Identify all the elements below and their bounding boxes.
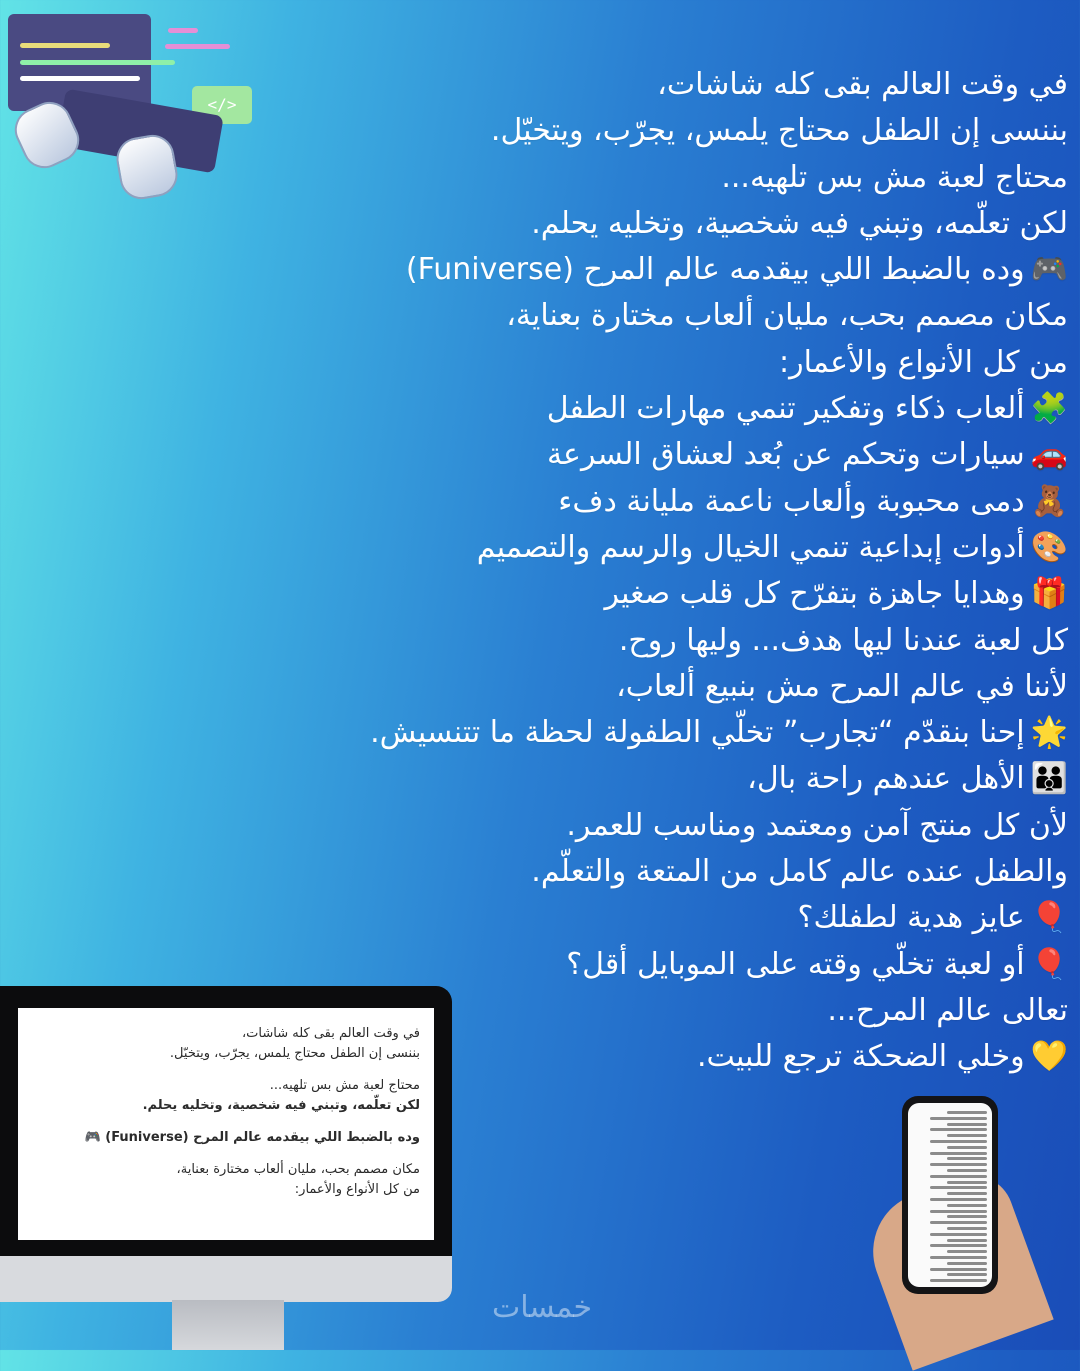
text-line-label: بننسى إن الطفل محتاج يلمس، يجرّب، ويتخيّل. [490, 113, 1068, 149]
main-text-block [308, 62, 1068, 1081]
code-line-green [20, 60, 175, 65]
phone-text-line [947, 1169, 987, 1172]
text-line-label: وهدايا جاهزة بتفرّح كل قلب صغير [604, 576, 1025, 612]
phone-text-line [930, 1210, 987, 1213]
emoji-icon: 🎨 [1030, 529, 1068, 565]
phone-text-line [947, 1146, 987, 1149]
monitor-text-line: محتاج لعبة مش بس تلهيه... [269, 1078, 420, 1093]
monitor-text-line: وده بالضبط اللي بيقدمه عالم المرح (Funiverse) 🎮 [84, 1130, 420, 1145]
emoji-icon: 🌟 [1030, 715, 1068, 751]
phone-text-line [930, 1279, 987, 1282]
code-line-yellow [20, 43, 110, 48]
monitor-text-line: في وقت العالم بقى كله شاشات، [241, 1026, 420, 1041]
monitor-text-line: من كل الأنواع والأعمار: [294, 1182, 420, 1197]
text-line-label: أدوات إبداعية تنمي الخيال والرسم والتصميم [476, 529, 1025, 565]
phone-text-line [930, 1244, 987, 1247]
code-line-pink [168, 28, 198, 33]
phone-text-line [930, 1268, 987, 1271]
phone-text-line [930, 1256, 987, 1259]
phone-text-line [947, 1227, 987, 1230]
phone-text-line [947, 1157, 987, 1160]
monitor-stand [172, 1300, 284, 1350]
text-line-label: أو لعبة تخلّي وقته على الموبايل أقل؟ [566, 946, 1025, 982]
text-line-label: عايز هدية لطفلك؟ [797, 900, 1025, 936]
text-line-label: تعالى عالم المرح... [827, 992, 1068, 1028]
text-line-6 [308, 293, 1068, 339]
code-tag-icon: </> [192, 86, 252, 124]
phone-text-line [947, 1250, 987, 1253]
text-line-label: محتاج لعبة مش بس تلهيه... [721, 159, 1068, 195]
emoji-icon: 🧩 [1030, 391, 1068, 427]
phone-text-line [947, 1273, 987, 1276]
monitor-text-line: بننسى إن الطفل محتاج يلمس، يجرّب، ويتخيّل. [169, 1046, 420, 1061]
phone-text-line [930, 1198, 987, 1201]
phone-text-line [930, 1140, 987, 1143]
text-line-1 [308, 62, 1068, 108]
phone-text-line [930, 1233, 987, 1236]
text-line-15 [308, 710, 1068, 756]
text-line-label: الأهل عندهم راحة بال، [747, 761, 1025, 797]
emoji-icon: 💛 [1030, 1039, 1068, 1075]
phone-text-line [947, 1111, 987, 1114]
emoji-icon: 🎁 [1030, 576, 1068, 612]
emoji-icon: 🎈 [1030, 946, 1068, 982]
phone-screen [908, 1103, 992, 1287]
text-line-3 [308, 155, 1068, 201]
code-line-pink-2 [165, 44, 230, 49]
phone-text-line [947, 1181, 987, 1184]
text-line-label: لكن تعلّمه، وتبني فيه شخصية، وتخليه يحلم. [531, 205, 1068, 241]
text-line-20 [308, 942, 1068, 988]
text-line-19 [308, 895, 1068, 941]
text-line-label: إحنا بنقدّم “تجارب” تخلّي الطفولة لحظة ما تتنسيش. [370, 715, 1025, 751]
text-line-10 [308, 479, 1068, 525]
monitor-screen [18, 1008, 434, 1240]
text-line-label: سيارات وتحكم عن بُعد لعشاق السرعة [546, 437, 1025, 473]
phone-text-line [930, 1128, 987, 1131]
emoji-icon: 🎈 [1030, 900, 1068, 936]
text-line-label: لأن كل منتج آمن ومعتمد ومناسب للعمر. [566, 807, 1068, 843]
phone-text-line [947, 1262, 987, 1265]
text-line-11 [308, 525, 1068, 571]
phone-text-line [947, 1215, 987, 1218]
emoji-icon: 👪 [1030, 761, 1068, 797]
text-line-5 [308, 247, 1068, 293]
text-line-label: لأننا في عالم المرح مش بنبيع ألعاب، [616, 668, 1068, 704]
text-line-label: وده بالضبط اللي بيقدمه عالم المرح (Funiverse) [405, 252, 1025, 288]
emoji-icon: 🧸 [1030, 483, 1068, 519]
watermark-logo: خمسات [491, 1290, 593, 1325]
text-line-2 [308, 108, 1068, 154]
text-line-17 [308, 803, 1068, 849]
code-line-white [20, 76, 140, 81]
monitor-text-line: مكان مصمم بحب، مليان ألعاب مختارة بعناية، [176, 1162, 420, 1177]
text-line-label: كل لعبة عندنا ليها هدف... وليها روح. [618, 622, 1068, 658]
text-line-9 [308, 432, 1068, 478]
emoji-icon: 🚗 [1030, 437, 1068, 473]
text-line-12 [308, 571, 1068, 617]
phone-text-line [930, 1117, 987, 1120]
phone-text-line [930, 1175, 987, 1178]
monitor-text-line: لكن تعلّمه، وتبني فيه شخصية، وتخليه يحلم. [142, 1098, 420, 1113]
phone-text-line [947, 1123, 987, 1126]
text-line-4 [308, 201, 1068, 247]
text-line-8 [308, 386, 1068, 432]
monitor-chin [0, 1256, 452, 1302]
text-line-18 [308, 849, 1068, 895]
phone-text-line [930, 1163, 987, 1166]
text-line-label: مكان مصمم بحب، مليان ألعاب مختارة بعناية، [506, 298, 1068, 334]
phone-text-line [947, 1134, 987, 1137]
text-line-14 [308, 664, 1068, 710]
phone-text-line [930, 1221, 987, 1224]
text-line-label: من كل الأنواع والأعمار: [779, 344, 1068, 380]
text-line-label: وخلي الضحكة ترجع للبيت. [696, 1039, 1025, 1075]
phone-text-line [947, 1192, 987, 1195]
text-line-label: في وقت العالم بقى كله شاشات، [657, 67, 1068, 102]
text-line-13 [308, 618, 1068, 664]
text-line-7 [308, 340, 1068, 386]
phone-text-line [947, 1204, 987, 1207]
phone-text-line [947, 1239, 987, 1242]
text-line-label: والطفل عنده عالم كامل من المتعة والتعلّم. [531, 854, 1068, 890]
phone-text-line [930, 1152, 987, 1155]
text-line-16 [308, 756, 1068, 802]
text-line-label: ألعاب ذكاء وتفكير تنمي مهارات الطفل [546, 391, 1025, 427]
emoji-icon: 🎮 [1030, 252, 1068, 288]
phone-text-line [930, 1186, 987, 1189]
text-line-label: دمى محبوبة وألعاب ناعمة مليانة دفء [558, 483, 1025, 519]
